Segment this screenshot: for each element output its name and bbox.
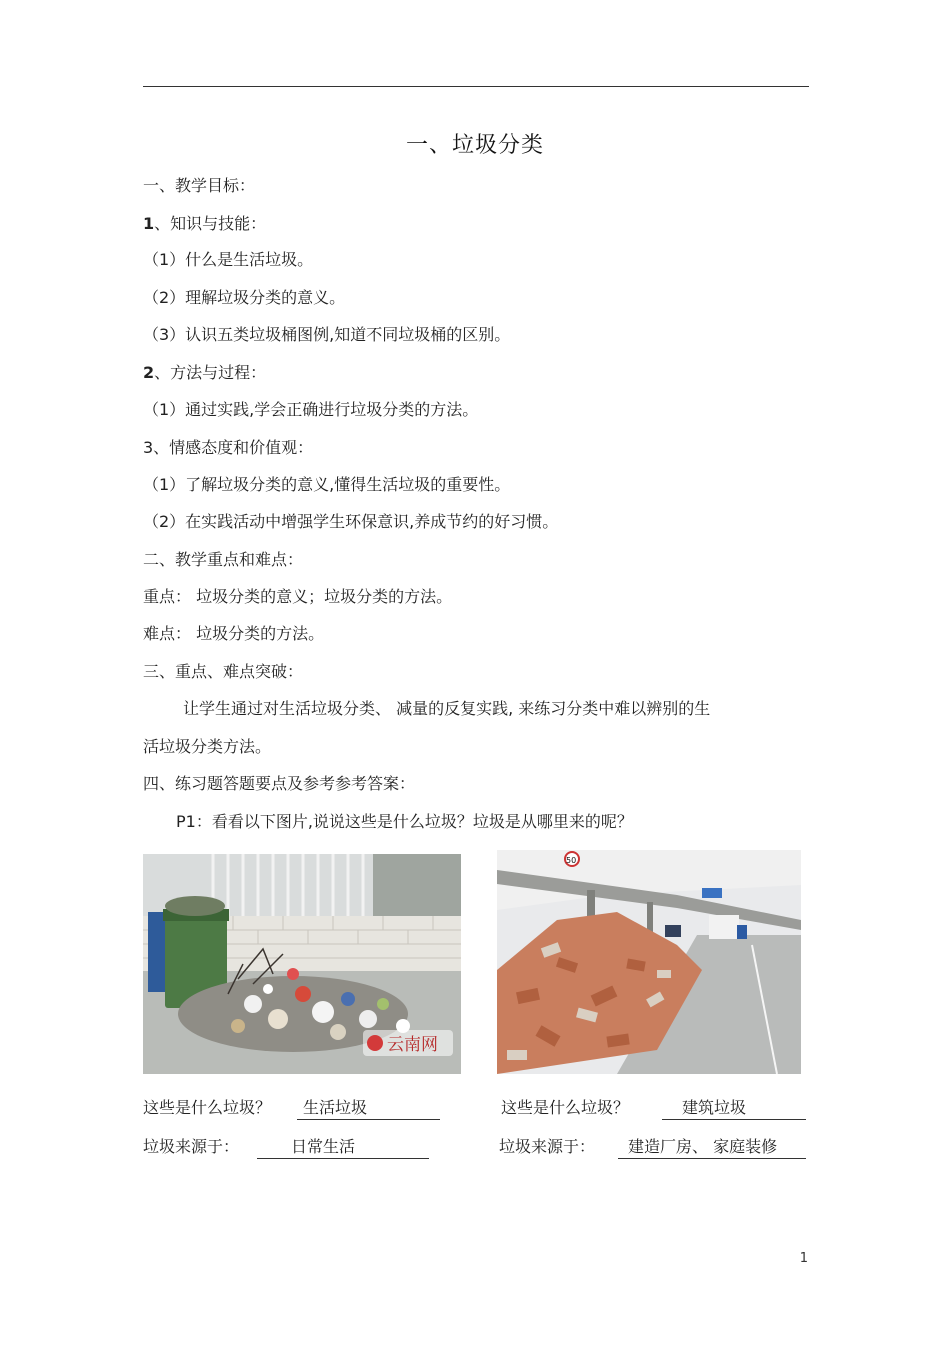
- list-item: （1）通过实践,学会正确进行垃圾分类的方法。: [143, 400, 479, 419]
- speed-limit-sign: 50: [566, 856, 577, 865]
- paragraph-text-continued: 活垃圾分类方法。: [143, 737, 272, 756]
- page-number: 1: [799, 1251, 808, 1266]
- subheading-knowledge: [143, 213, 266, 235]
- header-rule: [143, 86, 809, 87]
- subheading-attitude: 3、情感态度和价值观：: [143, 438, 314, 457]
- list-item: （2）理解垃圾分类的意义。: [143, 288, 346, 307]
- household-garbage-illustration: [143, 854, 461, 1074]
- photo-household-garbage: [143, 854, 461, 1074]
- right-answer-source: 建造厂房、 家庭装修: [618, 1136, 806, 1159]
- subheading-number: 1: [143, 214, 155, 233]
- paragraph-text: 让学生通过对生活垃圾分类、 减量的反复实践, 来练习分类中难以辨别的生: [183, 699, 711, 718]
- subheading-text: 、方法与过程：: [154, 363, 267, 382]
- section-heading-keypoints: 二、教学重点和难点：: [143, 550, 304, 569]
- page-title: 一、垃圾分类: [405, 133, 544, 158]
- right-question-type: 这些是什么垃圾？: [501, 1098, 630, 1117]
- right-question-source: 垃圾来源于：: [499, 1137, 596, 1156]
- photo-watermark: 云南网: [387, 1035, 438, 1055]
- section-heading-breakthrough: 三、重点、难点突破：: [143, 662, 304, 681]
- section-heading-objectives: 一、教学目标：: [143, 176, 256, 195]
- list-item: （1）了解垃圾分类的意义,懂得生活垃圾的重要性。: [143, 475, 511, 494]
- construction-waste-illustration: [497, 850, 801, 1074]
- difficulty-text: 难点： 垃圾分类的方法。: [143, 624, 325, 643]
- photo-construction-waste: [497, 850, 801, 1074]
- keypoint-text: 重点： 垃圾分类的意义；垃圾分类的方法。: [143, 587, 453, 606]
- question-p1: P1：看看以下图片,说说这些是什么垃圾？垃圾是从哪里来的呢？: [176, 812, 633, 831]
- left-question-source: 垃圾来源于：: [143, 1137, 240, 1156]
- left-question-type: 这些是什么垃圾？: [143, 1098, 272, 1117]
- right-answer-type: 建筑垃圾: [662, 1097, 806, 1120]
- subheading-text: 、知识与技能：: [154, 214, 267, 233]
- list-item: （1）什么是生活垃圾。: [143, 250, 314, 269]
- list-item: （3）认识五类垃圾桶图例,知道不同垃圾桶的区别。: [143, 325, 511, 344]
- subheading-number: 2: [143, 363, 155, 382]
- section-heading-answers: 四、练习题答题要点及参考参考答案：: [143, 774, 416, 793]
- left-answer-source: 日常生活: [257, 1136, 429, 1159]
- left-answer-type: 生活垃圾: [297, 1097, 440, 1120]
- subheading-method: [143, 362, 266, 384]
- list-item: （2）在实践活动中增强学生环保意识,养成节约的好习惯。: [143, 512, 559, 531]
